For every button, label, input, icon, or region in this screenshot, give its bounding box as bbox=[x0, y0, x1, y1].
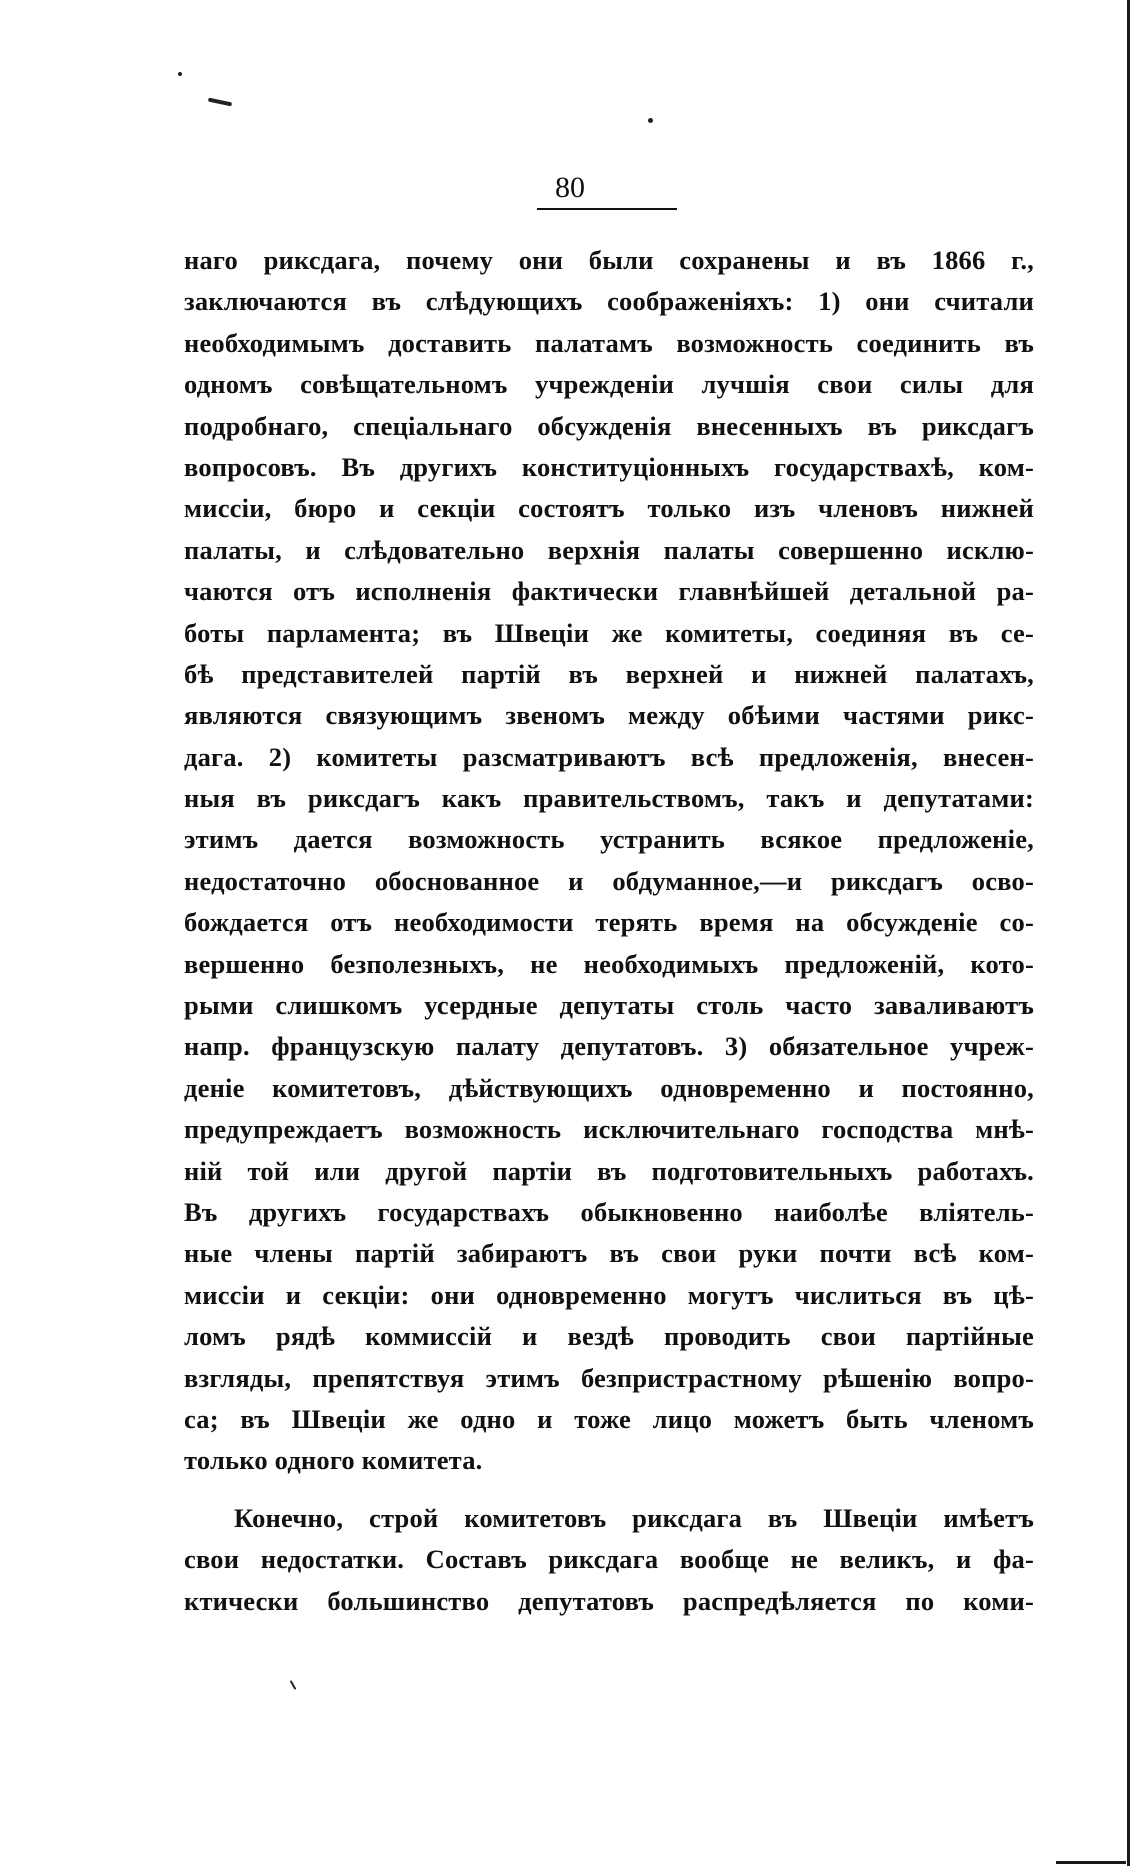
page-number: 80 bbox=[555, 171, 585, 204]
page-corner-line bbox=[1056, 1861, 1126, 1864]
text-line: ные члены партій забираютъ въ свои руки почти всѣ ком- bbox=[184, 1238, 1034, 1269]
ink-speck bbox=[648, 118, 653, 123]
text-line: ныя въ риксдагъ какъ правительствомъ, такъ и депутатами: bbox=[184, 783, 1034, 814]
text-line: одномъ совѣщательномъ учрежденіи лучшія свои силы для bbox=[184, 369, 1034, 400]
ink-speck bbox=[178, 72, 182, 76]
ink-speck bbox=[208, 98, 232, 107]
text-line: ктически большинство депутатовъ распредѣляется по коми- bbox=[184, 1585, 1034, 1616]
text-line: са; въ Швеціи же одно и тоже лицо можетъ быть членомъ bbox=[184, 1403, 1034, 1434]
paragraph-start-line: Конечно, строй комитетовъ риксдага въ Швеціи имѣетъ bbox=[234, 1502, 1034, 1533]
text-line: являются связующимъ звеномъ между обѣими частями рикс- bbox=[184, 700, 1034, 731]
page-number-rule bbox=[537, 208, 677, 210]
text-line: бождается отъ необходимости терять время на обсужденіе со- bbox=[184, 907, 1034, 938]
text-line: боты парламента; въ Швеціи же комитеты, соединяя въ се- bbox=[184, 617, 1034, 648]
text-line: бѣ представителей партій въ верхней и нижней палатахъ, bbox=[184, 658, 1034, 689]
page-edge-line bbox=[1127, 0, 1130, 1866]
text-line: предупреждаетъ возможность исключительнаго господства мнѣ- bbox=[184, 1114, 1034, 1145]
text-line: рыми слишкомъ усердные депутаты столь часто заваливаютъ bbox=[184, 990, 1034, 1021]
text-line: ній той или другой партіи въ подготовительныхъ работахъ. bbox=[184, 1155, 1034, 1186]
body-text bbox=[184, 240, 1034, 1622]
text-line: чаются отъ исполненія фактически главнѣйшей детальной ра- bbox=[184, 576, 1034, 607]
text-line: наго риксдага, почему они были сохранены и въ 1866 г., bbox=[184, 245, 1034, 275]
text-line: заключаются въ слѣдующихъ соображеніяхъ: 1) они считали bbox=[184, 286, 1034, 317]
text-line: свои недостатки. Составъ риксдага вообще не великъ, и фа- bbox=[184, 1544, 1034, 1575]
ink-speck bbox=[290, 1680, 297, 1690]
text-line: Въ другихъ государствахъ обыкновенно наиболѣе вліятель- bbox=[184, 1196, 1034, 1227]
text-line: только одного комитета. bbox=[184, 1445, 483, 1476]
text-line: миссіи и секціи: они одновременно могутъ числиться въ цѣ- bbox=[184, 1279, 1034, 1310]
text-line: деніе комитетовъ, дѣйствующихъ одновременно и постоянно, bbox=[184, 1072, 1034, 1103]
text-line: необходимымъ доставить палатамъ возможность соединить въ bbox=[184, 327, 1034, 358]
text-line: ломъ рядѣ коммиссій и вездѣ проводить свои партійные bbox=[184, 1321, 1034, 1352]
text-line: миссіи, бюро и секціи состоятъ только изъ членовъ нижней bbox=[184, 493, 1034, 524]
text-line: палаты, и слѣдовательно верхнія палаты совершенно исклю- bbox=[184, 534, 1034, 565]
text-line: подробнаго, спеціальнаго обсужденія внесенныхъ въ риксдагъ bbox=[184, 410, 1034, 441]
text-line: вопросовъ. Въ другихъ конституціонныхъ государствахѣ, ком- bbox=[184, 451, 1034, 482]
text-line: дага. 2) комитеты разсматриваютъ всѣ предложенія, внесен- bbox=[184, 741, 1034, 772]
text-line: напр. французскую палату депутатовъ. 3) обязательное учреж- bbox=[184, 1031, 1034, 1062]
text-line: этимъ дается возможность устранить всякое предложеніе, bbox=[184, 824, 1034, 855]
text-line: взгляды, препятствуя этимъ безпристрастному рѣшенію вопро- bbox=[184, 1362, 1034, 1393]
text-line: недостаточно обоснованное и обдуманное,—и риксдагъ осво- bbox=[184, 865, 1034, 896]
text-line: вершенно безполезныхъ, не необходимыхъ предложеній, кото- bbox=[184, 948, 1034, 979]
